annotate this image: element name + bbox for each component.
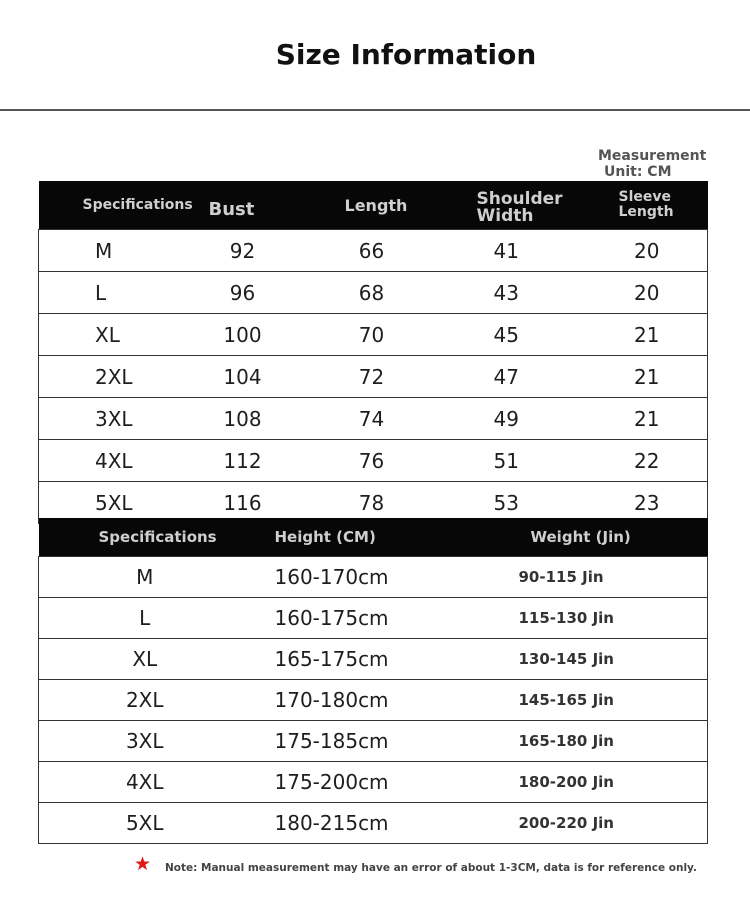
cell-size: 3XL — [39, 721, 261, 762]
cell-height: 175-185cm — [261, 721, 516, 762]
cell-weight: 90-115 Jin — [516, 557, 708, 598]
header-bust: Bust — [179, 181, 307, 230]
table-row — [39, 557, 708, 598]
cell-size: 5XL — [39, 482, 179, 524]
table-row — [39, 721, 708, 762]
unit-note — [598, 148, 706, 180]
cell-size: M — [39, 557, 261, 598]
cell-weight: 165-180 Jin — [516, 721, 708, 762]
cell-length: 74 — [307, 398, 437, 440]
cell-shoulder-width: 53 — [437, 482, 587, 524]
height-weight-table — [38, 518, 708, 844]
cell-bust: 116 — [179, 482, 307, 524]
cell-weight: 145-165 Jin — [516, 680, 708, 721]
cell-sleeve-length: 20 — [587, 272, 708, 314]
table-header-row — [39, 181, 708, 230]
cell-weight: 180-200 Jin — [516, 762, 708, 803]
footnote: Note: Manual measurement may have an error of about 1-3CM, data is for reference only. — [165, 862, 697, 874]
table-row — [39, 272, 708, 314]
cell-size: XL — [39, 314, 179, 356]
table-row — [39, 803, 708, 844]
cell-length: 68 — [307, 272, 437, 314]
cell-size: 5XL — [39, 803, 261, 844]
cell-weight: 115-130 Jin — [516, 598, 708, 639]
cell-size: M — [39, 230, 179, 272]
cell-sleeve-length: 22 — [587, 440, 708, 482]
cell-bust: 108 — [179, 398, 307, 440]
cell-sleeve-length: 21 — [587, 356, 708, 398]
page-title: Size Information — [275, 38, 537, 71]
cell-size: 3XL — [39, 398, 179, 440]
header-length: Length — [307, 181, 437, 230]
cell-size: L — [39, 598, 261, 639]
cell-height: 170-180cm — [261, 680, 516, 721]
cell-shoulder-width: 43 — [437, 272, 587, 314]
cell-height: 180-215cm — [261, 803, 516, 844]
cell-length: 70 — [307, 314, 437, 356]
table-row — [39, 762, 708, 803]
table-row — [39, 598, 708, 639]
table-row — [39, 440, 708, 482]
cell-shoulder-width: 49 — [437, 398, 587, 440]
cell-size: L — [39, 272, 179, 314]
unit-note-line1: Measurement — [598, 148, 707, 164]
table-row — [39, 398, 708, 440]
cell-shoulder-width: 47 — [437, 356, 587, 398]
table-header-row — [39, 518, 708, 557]
cell-bust: 96 — [179, 272, 307, 314]
cell-size: 2XL — [39, 356, 179, 398]
divider — [0, 109, 750, 111]
table-row — [39, 639, 708, 680]
header-sleeve-length: Sleeve Length — [587, 181, 708, 230]
cell-bust: 104 — [179, 356, 307, 398]
cell-height: 175-200cm — [261, 762, 516, 803]
cell-length: 66 — [307, 230, 437, 272]
header-height: Height (CM) — [261, 518, 516, 557]
table-row — [39, 230, 708, 272]
cell-bust: 92 — [179, 230, 307, 272]
cell-shoulder-width: 45 — [437, 314, 587, 356]
cell-sleeve-length: 21 — [587, 398, 708, 440]
header-specifications: Specifications — [39, 518, 261, 557]
cell-height: 160-175cm — [261, 598, 516, 639]
cell-size: XL — [39, 639, 261, 680]
cell-sleeve-length: 23 — [587, 482, 708, 524]
cell-length: 76 — [307, 440, 437, 482]
cell-length: 72 — [307, 356, 437, 398]
cell-shoulder-width: 41 — [437, 230, 587, 272]
cell-bust: 112 — [179, 440, 307, 482]
cell-weight: 130-145 Jin — [516, 639, 708, 680]
cell-sleeve-length: 20 — [587, 230, 708, 272]
cell-size: 4XL — [39, 762, 261, 803]
header-specifications: Specifications — [39, 181, 179, 230]
cell-size: 2XL — [39, 680, 261, 721]
cell-weight: 200-220 Jin — [516, 803, 708, 844]
cell-sleeve-length: 21 — [587, 314, 708, 356]
cell-size: 4XL — [39, 440, 179, 482]
header-shoulder-width: Shoulder Width — [437, 181, 587, 230]
cell-height: 165-175cm — [261, 639, 516, 680]
cell-length: 78 — [307, 482, 437, 524]
measurement-table — [38, 181, 708, 524]
star-icon: ★ — [134, 854, 152, 875]
table-row — [39, 356, 708, 398]
unit-note-line2: Unit: CM — [604, 164, 672, 180]
header-weight: Weight (Jin) — [516, 518, 708, 557]
table-row — [39, 680, 708, 721]
table-row — [39, 314, 708, 356]
cell-bust: 100 — [179, 314, 307, 356]
cell-height: 160-170cm — [261, 557, 516, 598]
cell-shoulder-width: 51 — [437, 440, 587, 482]
